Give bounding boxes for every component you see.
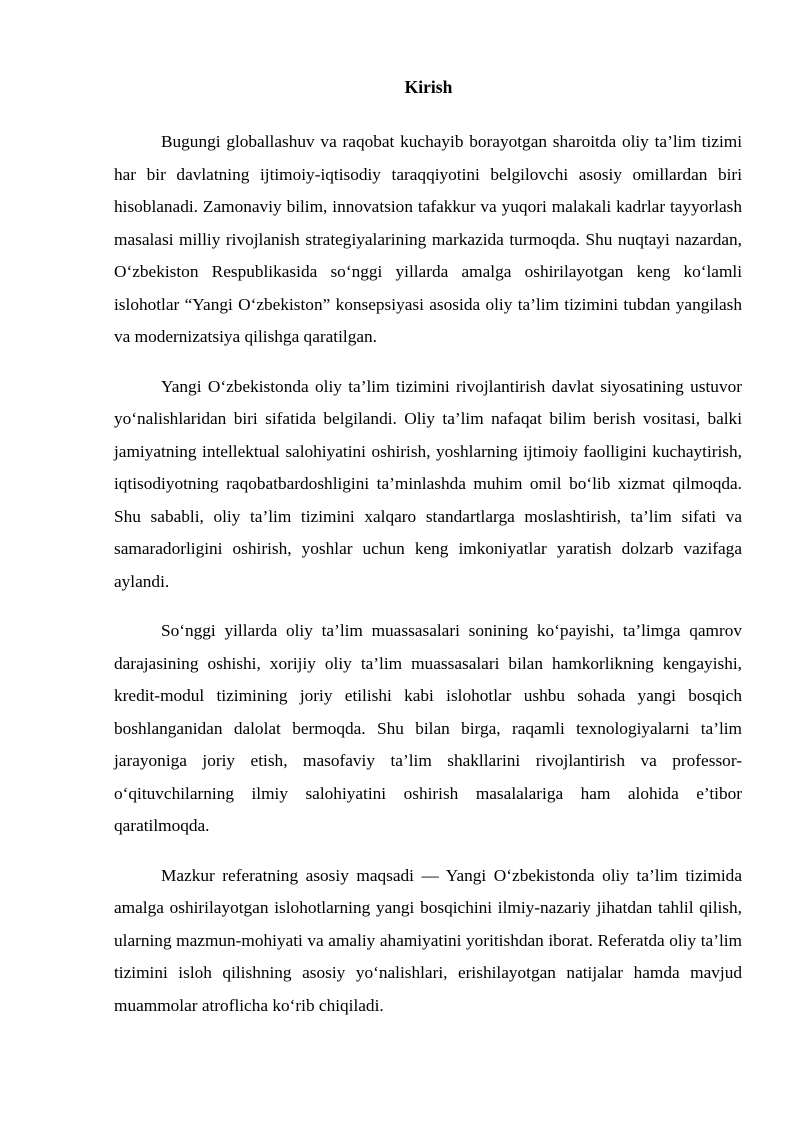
paragraph-2: Yangi O‘zbekistonda oliy ta’lim tizimini rivojlantirish davlat siyosatining ustuvor yo‘nalishlaridan biri sifatida belgilandi. Oliy ta’lim nafaqat bilim berish vositasi, balki jamiyatning intellektual salohiyatini oshirish, yoshlarning ijtimoiy faolligini kuchaytirish, iqtisodiyotning raqobatbardoshligini ta’minlashda muhim omil bo‘lib xizmat qilmoqda. Shu sababli, oliy ta’lim tizimini xalqaro standartlarga moslashtirish, ta’lim sifati va samaradorligini oshirish, yoshlar uchun keng imkoniyatlar yaratish dolzarb vazifaga aylandi. <box>114 376 742 591</box>
page-title: Kirish <box>404 77 453 97</box>
paragraph-4: Mazkur referatning asosiy maqsadi — Yangi O‘zbekistonda oliy ta’lim tizimida amalga oshirilayotgan islohotlarning yangi bosqichini ilmiy-nazariy jihatdan tahlil qilish, ularning mazmun-mohiyati va amaliy ahamiyatini yoritishdan iborat. Referatda oliy ta’lim tizimini isloh qilishning asosiy yo‘nalishlari, erishilayotgan natijalar hamda mavjud muammolar atroflicha ko‘rib chiqiladi. <box>114 865 742 1015</box>
paragraph-1: Bugungi globallashuv va raqobat kuchayib borayotgan sharoitda oliy ta’lim tizimi har bir davlatning ijtimoiy-iqtisodiy taraqqiyotini belgilovchi asosiy omillardan biri hisoblanadi. Zamonaviy bilim, innovatsion tafakkur va yuqori malakali kadrlar tayyorlash masalasi milliy rivojlanish strategiyalarining markazida turmoqda. Shu nuqtayi nazardan, O‘zbekiston Respublikasida so‘nggi yillarda amalga oshirilayotgan keng ko‘lamli islohotlar “Yangi O‘zbekiston” konsepsiyasi asosida oliy ta’lim tizimini tubdan yangilash va modernizatsiya qilishga qaratilgan. <box>114 132 742 346</box>
paragraph-3: So‘nggi yillarda oliy ta’lim muassasalari sonining ko‘payishi, ta’limga qamrov darajasining oshishi, xorijiy oliy ta’lim muassasalari bilan hamkorlikning kengayishi, kredit-modul tizimining joriy etilishi kabi islohotlar ushbu sohada yangi bosqich boshlanganidan dalolat bermoqda. Shu bilan birga, raqamli texnologiyalarni ta’lim jarayoniga joriy etish, masofaviy ta’lim shakllarini rivojlantirish va professor-o‘qituvchilarning ilmiy salohiyatini oshirish masalalariga ham alohida e’tibor qaratilmoqda. <box>114 621 742 835</box>
document-body <box>114 126 742 1039</box>
